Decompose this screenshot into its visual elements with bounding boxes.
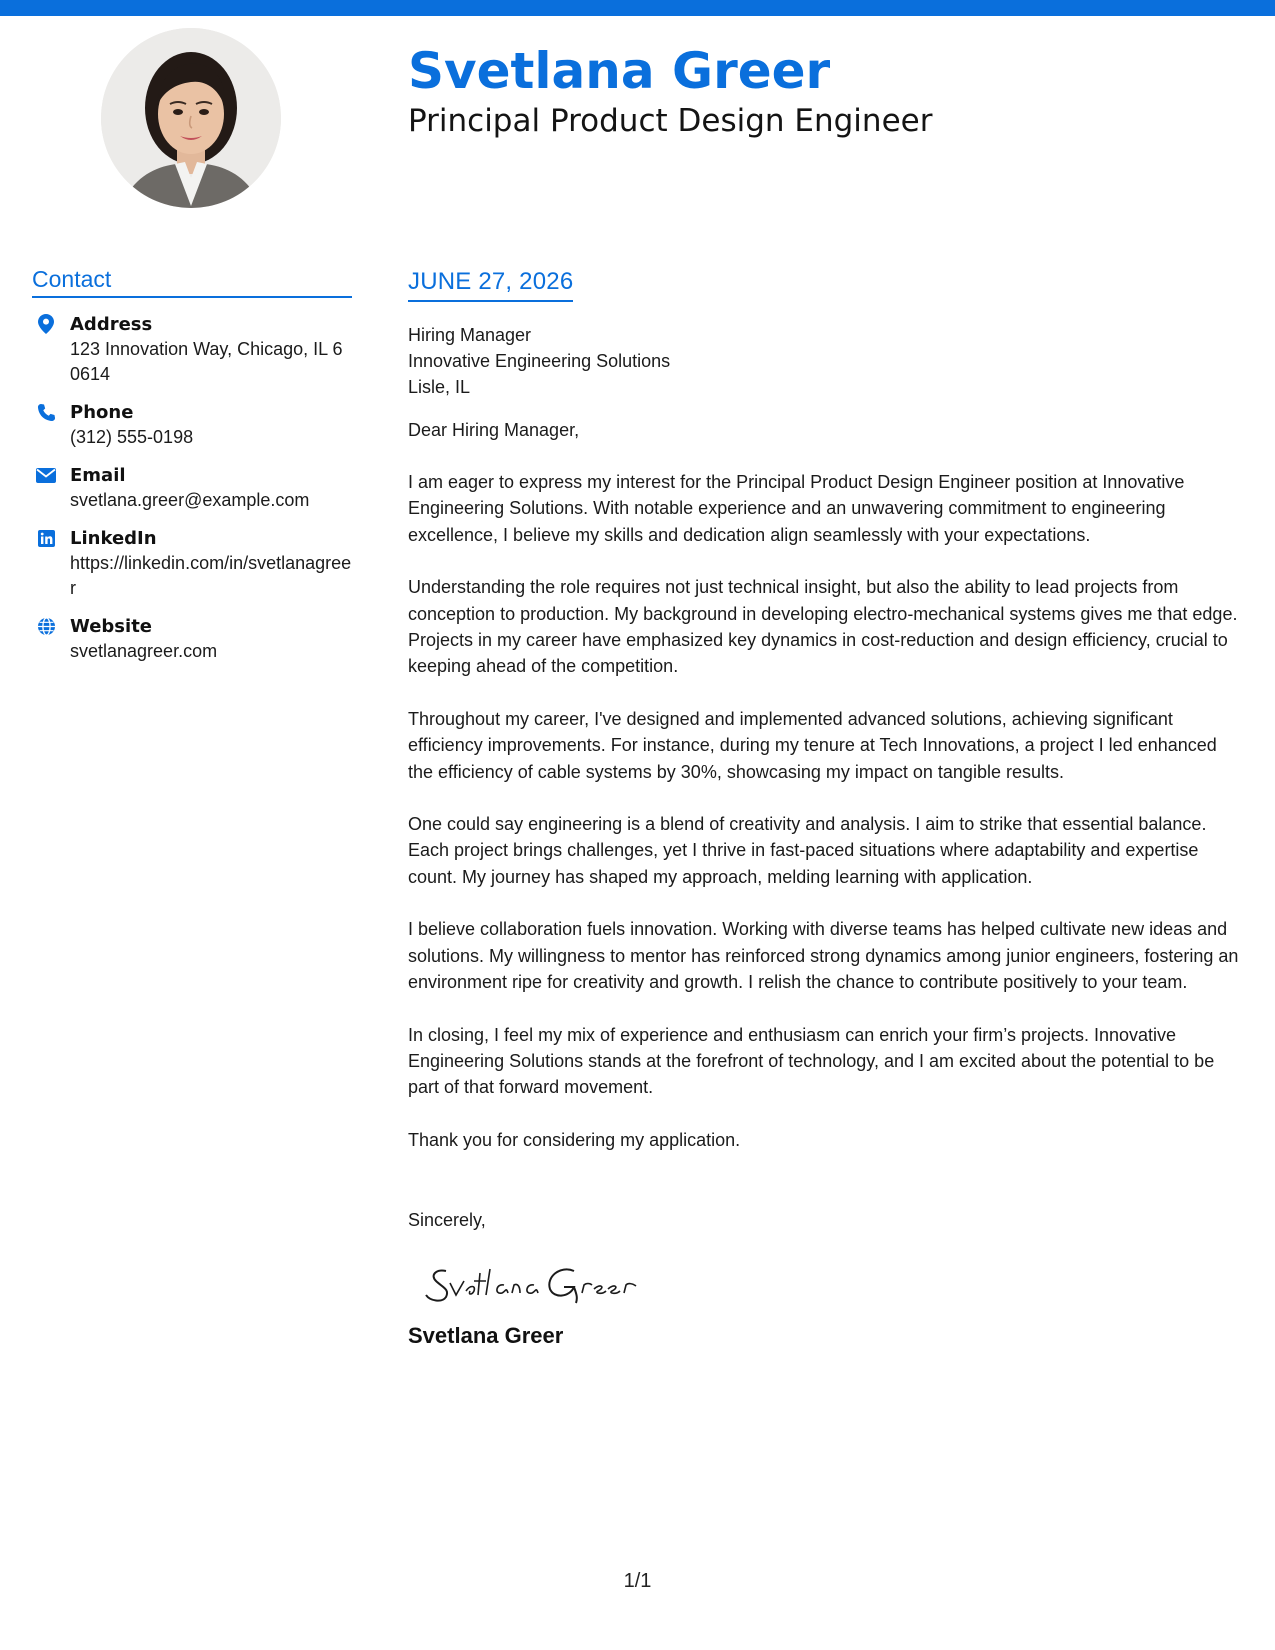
website-value[interactable]: svetlanagreer.com xyxy=(70,641,218,661)
recipient-block xyxy=(408,322,1243,400)
contact-item-address xyxy=(32,312,352,387)
paragraph: I believe collaboration fuels innovation. Working with diverse teams has helped cultivate new ideas and solutions. My willingness to mentor has reinforced strong dynamics among junior engineers, fostering an environment ripe for creativity and growth. I relish the chance to contribute positively to your team. xyxy=(408,919,1239,993)
contact-item-linkedin xyxy=(32,526,352,601)
page-number: 1/1 xyxy=(623,1570,652,1592)
paragraph: I am eager to express my interest for the Principal Product Design Engineer position at Innovative Engineering Solutions. With notable experience and an unwavering commitment to engineering excellence, I believe my skills and dedication align seamlessly with your expectations. xyxy=(408,472,1185,545)
job-title: Principal Product Design Engineer xyxy=(408,103,933,139)
paragraph: Understanding the role requires not just technical insight, but also the ability to lead projects from conception to production. My background in developing electro-mechanical systems gives me that edge. Projects in my career have emphasized key dynamics in cost-reduction and design efficiency, crucial to keeping ahead of the competition. xyxy=(408,577,1238,677)
signed-name: Svetlana Greer xyxy=(408,1322,564,1348)
address-value: 123 Innovation Way, Chicago, IL 60614 xyxy=(70,339,343,384)
closing: Sincerely, xyxy=(408,1209,486,1230)
profile-photo xyxy=(101,28,281,208)
salutation: Dear Hiring Manager, xyxy=(408,420,580,440)
contact-label: Phone xyxy=(70,402,134,423)
contact-sidebar xyxy=(32,266,352,677)
contact-label: Website xyxy=(70,616,153,637)
handwritten-signature xyxy=(424,1259,664,1305)
linkedin-icon xyxy=(35,527,57,549)
phone-value: (312) 555-0198 xyxy=(70,427,194,447)
envelope-icon xyxy=(35,464,57,486)
contact-item-website xyxy=(32,614,352,664)
recipient-company: Innovative Engineering Solutions xyxy=(408,351,671,371)
avatar xyxy=(101,28,281,208)
letter-date: JUNE 27, 2026 xyxy=(408,268,573,302)
paragraph: In closing, I feel my mix of experience and enthusiasm can enrich your firm’s projects. Innovative Engineering Solutions stands at the forefront of technology, and I am excited about the potential to be part of that forward movement. xyxy=(408,1024,1215,1098)
email-value[interactable]: svetlana.greer@example.com xyxy=(70,490,310,510)
letter-body xyxy=(408,268,1243,1349)
contact-heading: Contact xyxy=(32,266,352,298)
top-accent-bar xyxy=(0,0,1275,16)
contact-label: Address xyxy=(70,314,153,335)
thanks-line: Thank you for considering my application. xyxy=(408,1129,741,1150)
map-pin-icon xyxy=(35,313,57,335)
contact-label: LinkedIn xyxy=(70,528,157,549)
globe-icon xyxy=(35,615,57,637)
recipient-location: Lisle, IL xyxy=(408,377,471,397)
paragraph: One could say engineering is a blend of creativity and analysis. I aim to strike that essential balance. Each project brings challenges, yet I thrive in fast-paced situations where adaptability and expertise count. My journey has shaped my approach, melding learning with application. xyxy=(408,814,1207,887)
applicant-name: Svetlana Greer xyxy=(408,42,831,100)
phone-icon xyxy=(35,401,57,423)
linkedin-value[interactable]: https://linkedin.com/in/svetlanagreer xyxy=(70,553,352,598)
contact-item-phone xyxy=(32,400,352,450)
contact-label: Email xyxy=(70,465,126,486)
paragraph: Throughout my career, I've designed and implemented advanced solutions, achieving significant efficiency improvements. For instance, during my tenure at Tech Innovations, a project I led enhanced the efficiency of cable systems by 30%, showcasing my impact on tangible results. xyxy=(408,708,1217,782)
recipient-name: Hiring Manager xyxy=(408,325,532,345)
contact-item-email xyxy=(32,463,352,513)
